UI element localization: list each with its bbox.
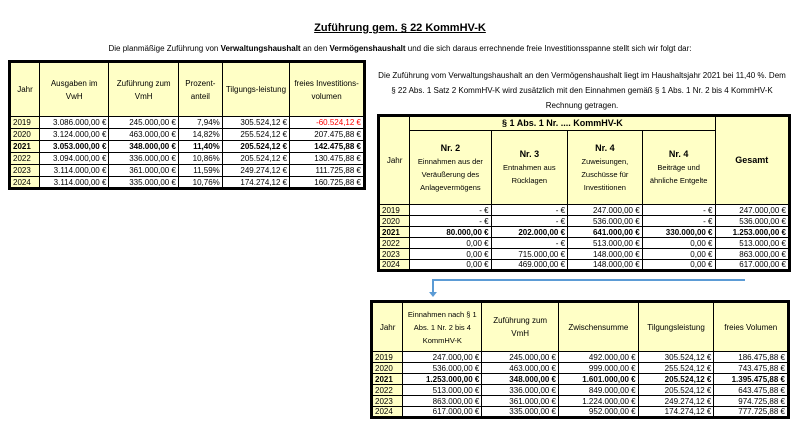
value-cell: 3.124.000,00 €	[39, 129, 109, 141]
year-cell: 2022	[10, 153, 40, 165]
col-header-gesamt: Gesamt	[715, 116, 789, 205]
table-row	[379, 238, 790, 249]
year-cell: 2019	[372, 352, 403, 363]
value-cell: 249.274,12 €	[222, 165, 289, 177]
table-row	[10, 165, 365, 177]
year-cell: 2019	[10, 117, 40, 129]
value-cell: 80.000,00 €	[410, 227, 491, 238]
value-cell: 255.524,12 €	[222, 129, 289, 141]
value-cell: 130.475,88 €	[290, 153, 365, 165]
value-cell: - €	[642, 205, 715, 216]
value-cell: 536.000,00 €	[715, 216, 789, 227]
table-row	[10, 177, 365, 189]
value-cell: 10,86%	[178, 153, 222, 165]
intro-part: an den	[300, 44, 330, 53]
value-cell: 1.253.000,00 €	[715, 227, 789, 238]
year-cell: 2023	[10, 165, 40, 177]
table-freies-volumen	[370, 300, 790, 419]
value-cell: - €	[491, 205, 567, 216]
page-title: Zuführung gem. § 22 KommHV-K	[314, 22, 486, 34]
value-cell: 249.274,12 €	[638, 396, 714, 407]
value-cell: 536.000,00 €	[403, 363, 482, 374]
value-cell: - €	[491, 216, 567, 227]
col-header-nr4a	[568, 131, 643, 205]
value-cell: - €	[642, 216, 715, 227]
value-cell: 247.000,00 €	[403, 352, 482, 363]
table-row	[379, 205, 790, 216]
intro-bold-vwh: Verwaltungshaushalt	[220, 44, 301, 53]
col-header-nr4b	[642, 131, 715, 205]
value-cell: 7,94%	[178, 117, 222, 129]
value-cell: 361.000,00 €	[109, 165, 179, 177]
value-cell: 3.094.000,00 €	[39, 153, 109, 165]
value-cell: 245.000,00 €	[109, 117, 179, 129]
value-cell: - €	[410, 216, 491, 227]
table-row	[10, 129, 365, 141]
value-cell: 247.000,00 €	[568, 205, 643, 216]
year-cell: 2023	[379, 249, 410, 260]
value-cell: 205.524,12 €	[222, 141, 289, 153]
year-cell: 2021	[379, 227, 410, 238]
table-row	[372, 363, 789, 374]
value-cell: 205.524,12 €	[222, 153, 289, 165]
col-header: freies Investitions-volumen	[290, 62, 365, 117]
value-cell: 641.000,00 €	[568, 227, 643, 238]
header-sub: Entnahmen aus Rücklagen	[503, 163, 556, 185]
col-header: freies Volumen	[714, 302, 789, 352]
value-cell: 361.000,00 €	[482, 396, 559, 407]
value-cell: 513.000,00 €	[715, 238, 789, 249]
value-cell: 0,00 €	[642, 249, 715, 260]
value-cell: 336.000,00 €	[109, 153, 179, 165]
value-cell: 335.000,00 €	[482, 407, 559, 418]
table-einnahmen	[377, 114, 791, 272]
col-header: Zuführung zum VmH	[109, 62, 179, 117]
header-title: Nr. 4	[668, 149, 689, 159]
value-cell: - €	[410, 205, 491, 216]
value-cell: 111.725,88 €	[290, 165, 365, 177]
col-header: Tilgungs-leistung	[222, 62, 289, 117]
table-row	[372, 396, 789, 407]
table-row	[10, 117, 365, 129]
value-cell: 148.000,00 €	[568, 249, 643, 260]
value-cell: 463.000,00 €	[109, 129, 179, 141]
value-cell: 513.000,00 €	[403, 385, 482, 396]
value-cell: 14,82%	[178, 129, 222, 141]
value-cell: 186.475,88 €	[714, 352, 789, 363]
col-header: Jahr	[10, 62, 40, 117]
value-cell: 3.053.000,00 €	[39, 141, 109, 153]
year-cell: 2020	[379, 216, 410, 227]
value-cell: 536.000,00 €	[568, 216, 643, 227]
value-cell: 11,59%	[178, 165, 222, 177]
value-cell: 617.000,00 €	[715, 260, 789, 271]
year-cell: 2022	[372, 385, 403, 396]
table-row	[379, 227, 790, 238]
value-cell: 0,00 €	[410, 238, 491, 249]
intro-bold-vmh: Vermögenshaushalt	[329, 44, 406, 53]
year-cell: 2021	[10, 141, 40, 153]
intro-text	[0, 44, 800, 53]
value-cell: 1.253.000,00 €	[403, 374, 482, 385]
col-header: Prozent-anteil	[178, 62, 222, 117]
header-sub: Einnahmen aus der Veräußerung des Anlagevermögens	[417, 156, 483, 192]
value-cell: 160.725,88 €	[290, 177, 365, 189]
value-cell: 174.274,12 €	[638, 407, 714, 418]
header-title: Nr. 2	[440, 142, 461, 153]
value-cell: 305.524,12 €	[638, 352, 714, 363]
value-cell: 148.000,00 €	[568, 260, 643, 271]
col-header: Tilgungsleistung	[638, 302, 714, 352]
value-cell: 10,76%	[178, 177, 222, 189]
col-header: Jahr	[372, 302, 403, 352]
header-title: Nr. 4	[595, 142, 615, 153]
value-cell: 1.395.475,88 €	[714, 374, 789, 385]
value-cell: 1.601.000,00 €	[559, 374, 639, 385]
table-row	[379, 216, 790, 227]
table-row	[372, 407, 789, 418]
year-cell: 2022	[379, 238, 410, 249]
col-header-nr3	[491, 131, 567, 205]
col-header: Zuführung zum VmH	[482, 302, 559, 352]
year-cell: 2024	[372, 407, 403, 418]
header-title: Nr. 3	[519, 149, 540, 159]
value-cell: 463.000,00 €	[482, 363, 559, 374]
table-row	[10, 153, 365, 165]
value-cell: - €	[491, 238, 567, 249]
value-cell: 999.000,00 €	[559, 363, 639, 374]
header-sub: Zuweisungen, Zuschüsse für Investitionen	[581, 156, 629, 192]
table-row	[379, 249, 790, 260]
value-cell: 207.475,88 €	[290, 129, 365, 141]
value-cell: 305.524,12 €	[222, 117, 289, 129]
col-header-nr2	[410, 131, 491, 205]
value-cell: 205.524,12 €	[638, 385, 714, 396]
value-cell: 952.000,00 €	[559, 407, 639, 418]
value-cell: 617.000,00 €	[403, 407, 482, 418]
col-header: Jahr	[379, 116, 410, 205]
year-cell: 2020	[372, 363, 403, 374]
value-cell: 1.224.000,00 €	[559, 396, 639, 407]
value-cell: 174.274,12 €	[222, 177, 289, 189]
header-sub: Beiträge und ähnliche Entgelte	[649, 163, 708, 185]
super-header: § 1 Abs. 1 Nr. .... KommHV-K	[410, 116, 715, 131]
value-cell: 330.000,00 €	[642, 227, 715, 238]
value-cell: 247.000,00 €	[715, 205, 789, 216]
value-cell: 202.000,00 €	[491, 227, 567, 238]
value-cell: 3.086.000,00 €	[39, 117, 109, 129]
value-cell: 863.000,00 €	[715, 249, 789, 260]
value-cell: 974.725,88 €	[714, 396, 789, 407]
value-cell: 3.114.000,00 €	[39, 165, 109, 177]
value-cell: 0,00 €	[642, 238, 715, 249]
year-cell: 2020	[10, 129, 40, 141]
value-cell: 11,40%	[178, 141, 222, 153]
value-cell: 245.000,00 €	[482, 352, 559, 363]
intro-part: und die sich daraus errechnende freie Investitionsspanne stellt sich wir folgt dar:	[405, 44, 692, 53]
table-row	[10, 141, 365, 153]
value-cell: 336.000,00 €	[482, 385, 559, 396]
value-cell: 335.000,00 €	[109, 177, 179, 189]
value-cell: 863.000,00 €	[403, 396, 482, 407]
value-cell: 348.000,00 €	[109, 141, 179, 153]
explanation-paragraph: Die Zuführung vom Verwaltungshaushalt an den Vermögenshaushalt liegt im Haushaltsjahr 2021 bei 11,40 %. Dem § 22 Abs. 1 Satz 2 KommHV-K wird zusätzlich mit den Einnahmen gemäß § 1 Abs. 1 Nr. 2 bis 4 KommHV-K Rechnung getragen.	[378, 71, 786, 110]
value-cell: 469.000,00 €	[491, 260, 567, 271]
col-header: Zwischensumme	[559, 302, 639, 352]
value-cell: -60.524,12 €	[290, 117, 365, 129]
value-cell: 513.000,00 €	[568, 238, 643, 249]
arrow-down-icon	[429, 292, 437, 297]
col-header: Einnahmen nach § 1 Abs. 1 Nr. 2 bis 4 KommHV-K	[403, 302, 482, 352]
year-cell: 2024	[10, 177, 40, 189]
value-cell: 142.475,88 €	[290, 141, 365, 153]
value-cell: 849.000,00 €	[559, 385, 639, 396]
year-cell: 2023	[372, 396, 403, 407]
year-cell: 2021	[372, 374, 403, 385]
table-row	[379, 260, 790, 271]
arrow-connector-h	[433, 279, 745, 281]
value-cell: 205.524,12 €	[638, 374, 714, 385]
value-cell: 743.475,88 €	[714, 363, 789, 374]
table-row	[372, 352, 789, 363]
table-zufuehrung	[8, 60, 366, 190]
arrow-connector-v	[432, 279, 434, 293]
value-cell: 777.725,88 €	[714, 407, 789, 418]
value-cell: 3.114.000,00 €	[39, 177, 109, 189]
value-cell: 348.000,00 €	[482, 374, 559, 385]
value-cell: 255.524,12 €	[638, 363, 714, 374]
value-cell: 0,00 €	[410, 260, 491, 271]
value-cell: 643.475,88 €	[714, 385, 789, 396]
intro-part: Die planmäßige Zuführung von	[108, 44, 221, 53]
value-cell: 0,00 €	[642, 260, 715, 271]
col-header: Ausgaben im VwH	[39, 62, 109, 117]
value-cell: 715.000,00 €	[491, 249, 567, 260]
table-row	[372, 385, 789, 396]
value-cell: 0,00 €	[410, 249, 491, 260]
year-cell: 2024	[379, 260, 410, 271]
year-cell: 2019	[379, 205, 410, 216]
table-row	[372, 374, 789, 385]
value-cell: 492.000,00 €	[559, 352, 639, 363]
